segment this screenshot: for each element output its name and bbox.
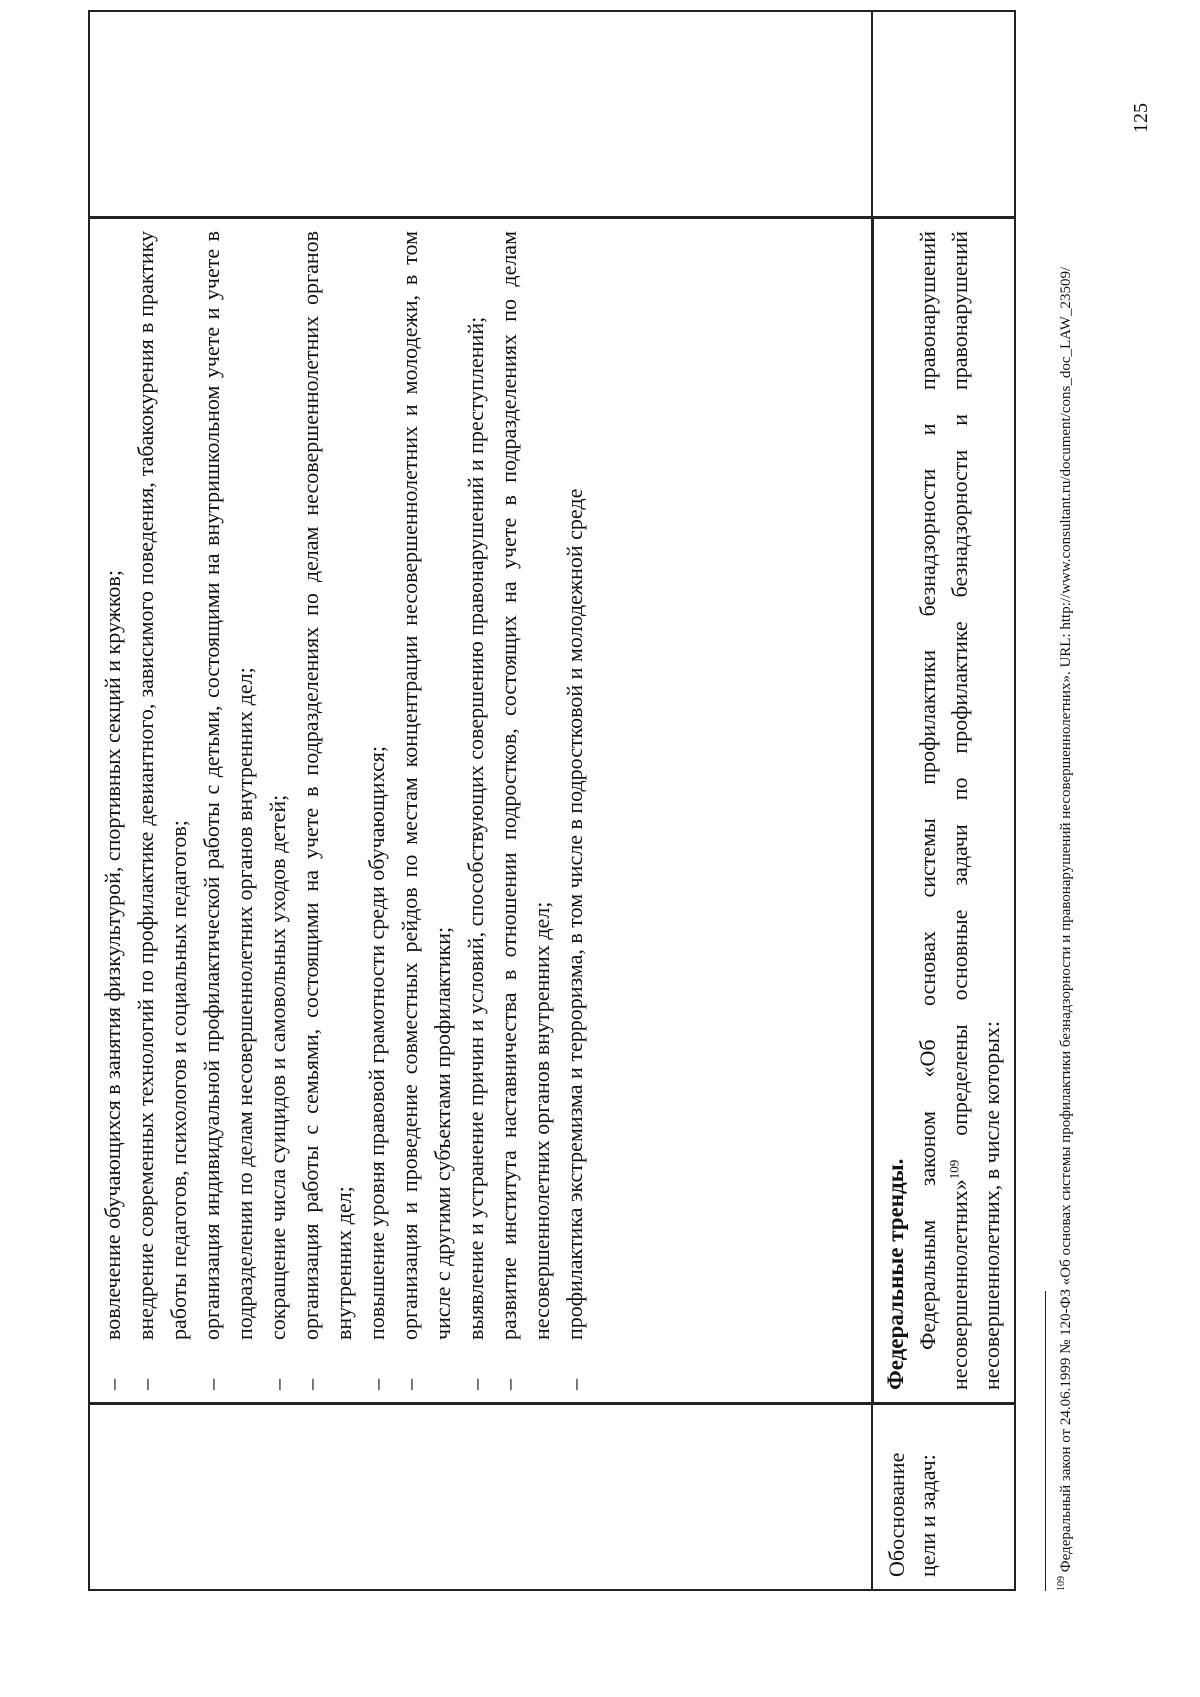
dash-marker: – — [265, 1379, 290, 1390]
section-heading: Федеральные тренды. — [882, 1158, 908, 1390]
dash-marker: – — [100, 1379, 125, 1390]
list-item — [195, 231, 261, 1390]
program-table — [88, 10, 1016, 1591]
list-item-text: вовлечение обучающихся в занятия физкультурой, спортивных секций и кружков; — [100, 570, 125, 1340]
dash-marker: – — [562, 1379, 587, 1390]
paragraph-text-end: определены основные задачи по профилактике безнадзорности и правонарушений несовершеннолетних, в числе которых: — [946, 231, 1004, 1390]
list-item — [129, 231, 195, 1390]
list-item-text: организация работы с семьями, состоящими на учете в подразделениях по делам несовершеннолетних органов внутренних дел; — [298, 231, 356, 1340]
section-paragraph — [912, 231, 1008, 1390]
list-item-text: сокращение числа суицидов и самовольных уходов детей; — [265, 794, 290, 1340]
table-row — [872, 11, 1015, 1590]
dash-marker: – — [496, 1379, 521, 1390]
list-item — [492, 231, 558, 1390]
list-item — [294, 231, 360, 1390]
dash-marker: – — [397, 1379, 422, 1390]
task-list — [96, 231, 591, 1390]
row1-content-cell — [89, 218, 872, 1404]
list-item — [459, 231, 492, 1390]
list-item — [261, 231, 294, 1390]
list-item-text: профилактика экстремизма и терроризма, в том числе в подростковой и молодежной среде — [562, 488, 587, 1340]
row2-content-cell — [872, 218, 1015, 1404]
dash-marker: – — [364, 1379, 389, 1390]
list-item — [360, 231, 393, 1390]
dash-marker: – — [298, 1379, 323, 1390]
footnote-reference[interactable]: 109 — [946, 1159, 962, 1180]
footnote-divider — [1045, 1291, 1046, 1591]
footnote-text: Федеральный закон от 24.06.1999 № 120-ФЗ «Об основах системы профилактики безнадзорности и правонарушений несовершеннолетних». URL: http://www.consultant.ru/document/cons_doc_LAW_23509/ — [1058, 266, 1074, 1576]
list-item-text: развитие института наставничества в отношении подростков, состоящих на учете в подразделениях по делам несовершеннолетних органов внутренних дел; — [496, 231, 554, 1340]
row1-left-cell — [89, 1404, 872, 1591]
row2-right-cell — [872, 11, 1015, 218]
page-number: 125 — [1130, 103, 1152, 133]
list-item-text: повышение уровня правовой грамотности среди обучающихся; — [364, 746, 389, 1340]
list-item — [558, 231, 591, 1390]
list-item — [393, 231, 459, 1390]
row1-right-cell — [89, 11, 872, 218]
dash-marker: – — [463, 1379, 488, 1390]
list-item-text: организация и проведение совместных рейдов по местам концентрации несовершеннолетних и молодежи, в том числе с другими субъектами профилактики; — [397, 231, 455, 1340]
paragraph-text-start: Федеральным законом «Об основах системы профилактики безнадзорности и правонарушений несовершеннолетних» — [914, 231, 972, 1390]
dash-marker: – — [133, 1379, 158, 1390]
footnote-number: 109 — [1056, 1576, 1067, 1591]
justification-label: Обоснование цели и задач: — [872, 1404, 1015, 1591]
list-item-text: внедрение современных технологий по профилактике девиантного, зависимого поведения, табакокурения в практику работы педагогов, психологов и социальных педагогов; — [133, 231, 191, 1340]
dash-marker: – — [199, 1379, 224, 1390]
list-item — [96, 231, 129, 1390]
table-row — [89, 11, 872, 1590]
list-item-text: организация индивидуальной профилактической работы с детьми, состоящими на внутришкольном учете и учете в подразделении по делам несовершеннолетних органов внутренних дел; — [199, 231, 257, 1340]
footnote — [1052, 91, 1076, 1591]
list-item-text: выявление и устранение причин и условий, способствующих совершению правонарушений и преступлений; — [463, 316, 488, 1340]
